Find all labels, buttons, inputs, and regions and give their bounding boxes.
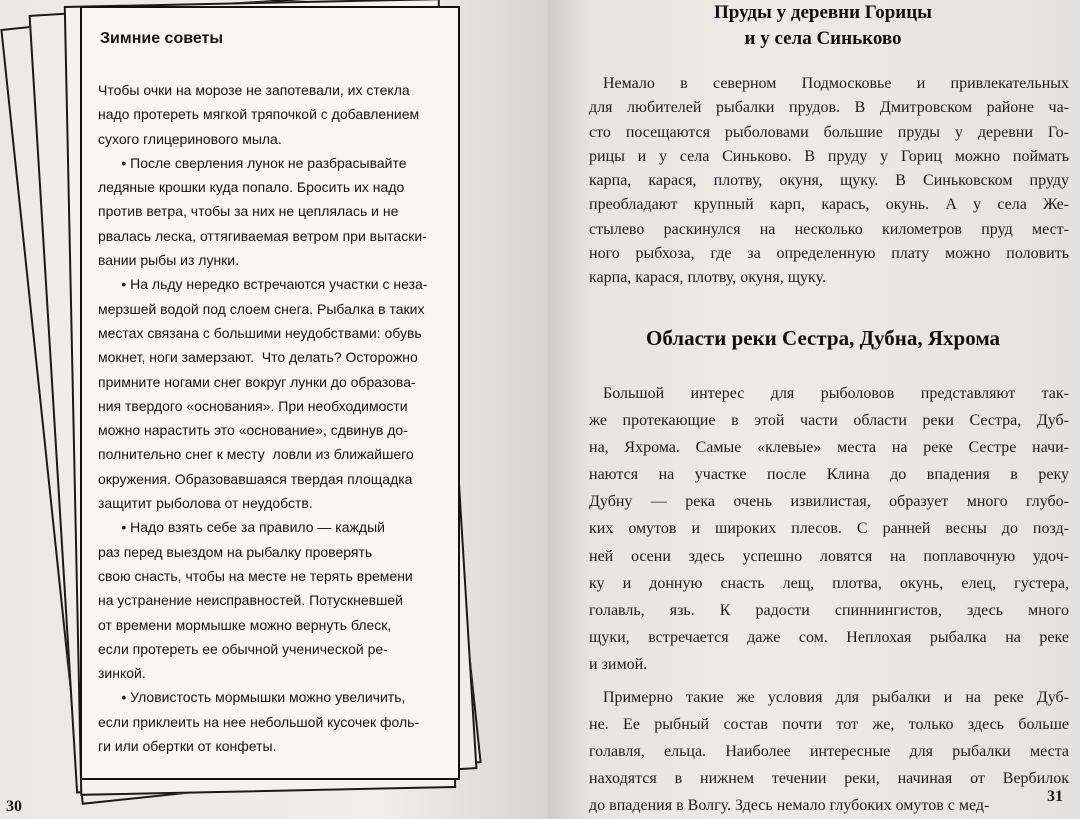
text-line: Дубну — река очень извилистая, образует много глубо- bbox=[589, 493, 1069, 511]
page-number: 30 bbox=[6, 798, 22, 815]
text-line: • После сверления лунок не разбрасывайте bbox=[98, 154, 407, 171]
text-line: ния твердого «основания». При необходимости bbox=[98, 397, 408, 414]
section-paragraph bbox=[589, 72, 1069, 291]
text-line: окружения. Образовавшаяся твердая площадка bbox=[98, 470, 413, 487]
text-line: • На льду нередко встречаются участки с неза- bbox=[98, 276, 428, 293]
section-heading: Области реки Сестра, Дубна, Яхрома bbox=[646, 326, 1000, 350]
text-line: от времени мормышке можно вернуть блеск, bbox=[98, 616, 392, 633]
text-line: голавль, язь. К радости спиннингистов, здесь много bbox=[589, 601, 1069, 619]
heading-line: Пруды у деревни Горицы bbox=[713, 2, 932, 23]
text-line: рвалась леска, оттягиваемая ветром при вытаски- bbox=[98, 227, 427, 244]
text-line: • Надо взять себе за правило — каждый bbox=[98, 519, 385, 536]
text-line: ку и донную снасть лещ, плотва, окунь, елец, густера, bbox=[589, 574, 1069, 592]
winter-tips-card bbox=[80, 6, 460, 780]
text-line: мокнет, ноги замерзают. Что делать? Осторожно bbox=[98, 349, 418, 366]
text-line: рицы и у села Синьково. В пруду у Гориц можно поймать bbox=[589, 147, 1069, 165]
text-line: против ветра, чтобы за них не цеплялась и не bbox=[98, 203, 399, 220]
text-line: стылево раскинулся на несколько километров пруд мест- bbox=[589, 220, 1069, 238]
text-line: и зимой. bbox=[589, 655, 648, 673]
text-line: примните ногами снег вокруг лунки до образова- bbox=[98, 373, 416, 390]
text-line: ги или обертки от конфеты. bbox=[98, 738, 277, 755]
text-line: Чтобы очки на морозе не запотевали, их стекла bbox=[98, 82, 410, 98]
text-line: если приклеить на нее небольшой кусочек фоль- bbox=[98, 713, 420, 730]
text-line: голавля, ельца. Наиболее интересные для рыбалки места bbox=[589, 743, 1069, 761]
text-line: зинкой. bbox=[98, 665, 146, 682]
text-line: ледяные крошки куда попало. Бросить их надо bbox=[98, 179, 405, 196]
text-line: ного рыбхоза, где за определенную плату можно половить bbox=[589, 245, 1069, 263]
section-heading bbox=[588, 0, 1058, 52]
text-line: защитит рыболова от неудобств. bbox=[98, 495, 313, 512]
text-line: находятся в нижнем течении реки, начиная от Вербилок bbox=[589, 770, 1069, 788]
text-line: полнительно снег к месту ловли из ближайшего bbox=[98, 446, 414, 463]
text-line: раз перед выездом на рыбалку проверять bbox=[98, 543, 373, 560]
text-line: карпа, карася, плотву, окуня, щуку. В Синьковском пруду bbox=[589, 172, 1069, 190]
card-title: Зимние советы bbox=[100, 30, 224, 47]
text-line: ких омутов и широких плесов. С ранней весны до позд- bbox=[589, 520, 1069, 538]
text-line: на устранение неисправностей. Потускневшей bbox=[98, 592, 403, 609]
text-line: сухого глицеринового мыла. bbox=[98, 130, 282, 147]
text-line: не. Ее рыбный состав почти тот же, только здесь больше bbox=[589, 716, 1069, 734]
text-line: можно нарастить это «основание», сдвинув до- bbox=[98, 422, 408, 439]
text-line: же протекающие в этой части области реки Сестра, Дуб- bbox=[589, 412, 1069, 430]
text-line: сто посещаются рыболовами большие пруды у деревни Го- bbox=[589, 123, 1069, 141]
text-line: на, Яхрома. Самые «клевые» места на реке Сестре начи- bbox=[589, 439, 1069, 457]
text-line: для любителей рыбалки прудов. В Дмитровском районе ча- bbox=[589, 99, 1069, 117]
text-line: мерзшей водой под слоем снега. Рыбалка в таких bbox=[98, 300, 425, 317]
text-line: наются на участке после Клина до впадения в реку bbox=[589, 466, 1069, 484]
text-line: Примерно такие же условия для рыбалки и на реке Дуб- bbox=[603, 689, 1069, 707]
card-body bbox=[98, 78, 458, 758]
text-line: преобладают крупный карп, карась, окунь. А у села Же- bbox=[589, 196, 1069, 214]
text-line: вании рыбы из лунки. bbox=[98, 252, 240, 269]
right-page bbox=[548, 0, 1080, 819]
text-line: Немало в северном Подмосковье и привлекательных bbox=[603, 75, 1069, 92]
section-paragraph bbox=[589, 380, 1069, 819]
text-line: Большой интерес для рыболовов представляют так- bbox=[603, 385, 1069, 402]
text-line: свою снасть, чтобы на месте не терять времени bbox=[98, 567, 413, 584]
heading-line: и у села Синьково bbox=[744, 28, 902, 49]
text-line: карпа, карася, плотву, окуня, щуку. bbox=[589, 269, 826, 287]
text-line: местах связана с большими неудобствами: обувь bbox=[98, 324, 422, 341]
text-line: щуки, встречается даже сом. Неплохая рыбалка на реке bbox=[589, 628, 1069, 646]
text-line: если протереть ее обычной ученической ре- bbox=[98, 640, 388, 657]
text-line: • Уловистость мормышки можно увеличить, bbox=[98, 689, 406, 706]
text-line: надо протереть мягкой тряпочкой с добавлением bbox=[98, 106, 420, 123]
page-number: 31 bbox=[1047, 788, 1063, 805]
text-line: до впадения в Волгу. Здесь немало глубоких омутов с мед- bbox=[589, 797, 990, 815]
text-line: ней осени здесь успешно ловятся на поплавочную удоч- bbox=[589, 547, 1069, 565]
